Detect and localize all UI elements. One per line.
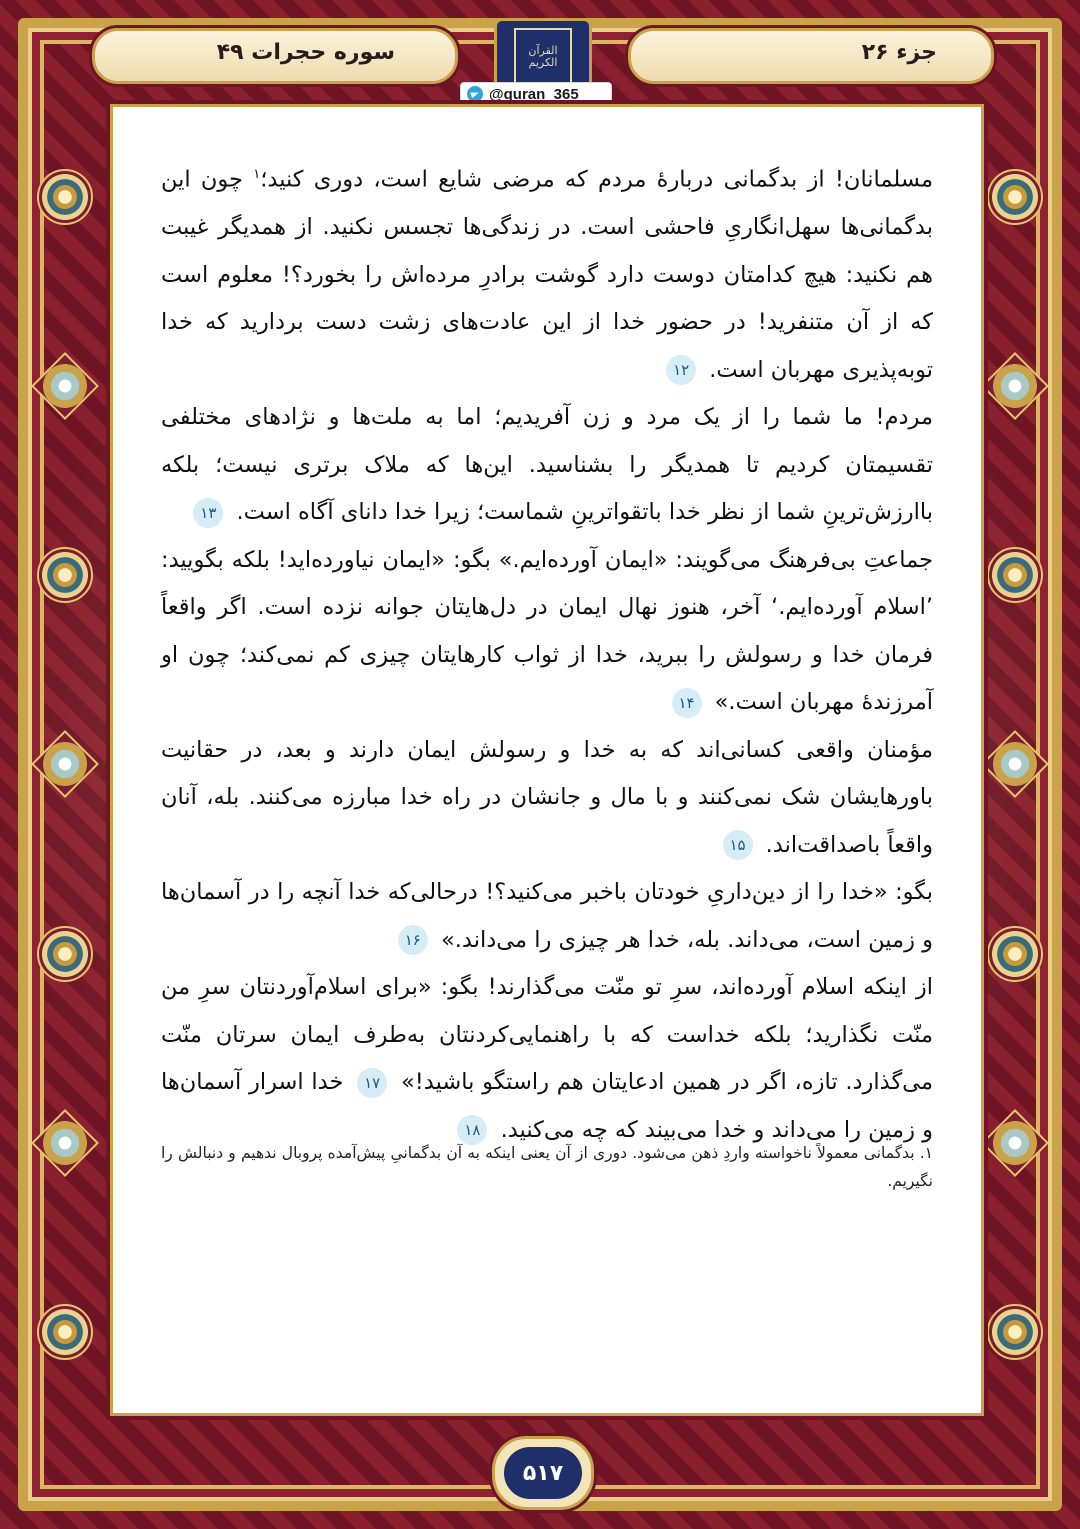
paragraph-text: مؤمنان واقعی کسانی‌اند که به خدا و رسولش ایمان دارند و بعد، در حقانیت باورهایشان شک نمی‌کنند و با مال و جانشان در راه خدا مبارزه می‌کنند. بله، آنان واقعاً باصداقت‌اند. — [161, 736, 933, 858]
paragraph-text: از اینکه اسلام آورده‌اند، سرِ تو منّت می‌گذارند! بگو: «برای اسلام‌آوردنتان سرِ من منّت نگذارید؛ بلکه خداست که با راهنمایی‌کردنتان به‌طرف ایمان سرتان منّت می‌گذارد. تازه، اگر در همین ادعایتان هم راستگو باشید!» — [161, 974, 933, 1095]
translation-text — [161, 151, 933, 1154]
diamond-ornament — [981, 731, 1049, 799]
medallion-ornament — [987, 547, 1043, 603]
medallion-ornament — [37, 547, 93, 603]
paragraph-text: مردم! ما شما را از یک مرد و زن آفریدیم؛ اما به ملت‌ها و نژادهای مختلفی تقسیمتان کردیم تا همدیگر را بشناسید. این‌ها که ملاک برتری نیست؛ بلکه باارزش‌ترینِ شما از نظر خدا باتقواترینِ شماست؛ زیرا خدا دانای آگاه است. — [161, 404, 933, 525]
diamond-ornament — [31, 1109, 99, 1177]
surah-cartouche — [92, 28, 458, 84]
diamond-ornament — [31, 731, 99, 799]
paragraph-3 — [161, 537, 933, 727]
medallion-ornament — [37, 1304, 93, 1360]
paragraph-text: جماعتِ بی‌فرهنگ می‌گویند: «ایمان آورده‌ایم.» بگو: «ایمان نیاورده‌اید! بلکه بگویید: ’اسلام آورده‌ایم.‘ آخر، هنوز نهال ایمان در دل‌هایتان جوانه نزده است. اگر واقعاً فرمان خدا و رسولش را ببرید، خدا از ثواب کارهایتان چیزی کم نمی‌کند؛ چون او آمرزندهٔ مهربان است.» — [161, 546, 933, 715]
channel-handle-text: @quran_365 — [489, 85, 579, 103]
paragraph-text: بگو: «خدا را از دین‌داریِ خودتان باخبر می‌کنید؟! درحالی‌که خدا آنچه را در آسمان‌ها و زمین است، می‌داند. بله، خدا هر چیزی را می‌داند.» — [161, 879, 933, 953]
juz-label: جزء ۲۶ — [861, 40, 937, 65]
footnote-mark: ۱ — [253, 167, 261, 182]
page-number-cartouche — [492, 1436, 594, 1510]
medallion-ornament — [987, 1304, 1043, 1360]
paragraph-text: چون این بدگمانی‌ها سهل‌انگاریِ فاحشی است. در زندگی‌ها تجسس نکنید. از همدیگر غیبت هم نکنید: هیچ کدامتان دوست دارد گوشت برادرِ مرده‌اش را بخورد؟! معلوم است که از آن متنفرید! در حضور خدا از این عادت‌های زشت دست بردارید که خدا توبه‌پذیری مهربان است. — [161, 166, 933, 383]
ayah-number-badge: ۱۸ — [457, 1115, 487, 1145]
diamond-ornament — [981, 352, 1049, 420]
paragraph-text: خدا اسرار آسمان‌ها و زمین را می‌داند و خدا می‌بیند که چه می‌کنید. — [161, 1069, 933, 1143]
medallion-ornament — [987, 926, 1043, 982]
surah-label: سوره حجرات ۴۹ — [216, 40, 395, 65]
footnote: ۱. بدگمانی معمولاً ناخواسته واردِ ذهن می‌شود. دوری از آن یعنی اینکه به آن بدگمانیِ پیش‌آمده پروبال ندهیم و دنبالش را نگیریم. — [161, 1144, 933, 1190]
paragraph-6 — [161, 964, 933, 1154]
ayah-number-badge: ۱۲ — [666, 355, 696, 385]
juz-cartouche — [628, 28, 994, 84]
left-border-ornaments — [30, 100, 100, 1429]
text-panel — [110, 104, 984, 1416]
medallion-ornament — [37, 926, 93, 982]
paragraph-text: مسلمانان! از بدگمانی دربارهٔ مردم که مرضی شایع است، دوری کنید؛ — [260, 166, 933, 193]
ayah-number-badge: ۱۳ — [193, 498, 223, 528]
paragraph-2 — [161, 394, 933, 537]
paragraph-1 — [161, 151, 933, 394]
paragraph-4 — [161, 727, 933, 870]
telegram-icon — [467, 86, 483, 102]
diamond-ornament — [31, 352, 99, 420]
ayah-number-badge: ۱۷ — [357, 1068, 387, 1098]
channel-handle[interactable] — [460, 82, 612, 106]
page-number: ۵۱۷ — [504, 1447, 582, 1499]
right-border-ornaments — [980, 100, 1050, 1429]
ayah-number-badge: ۱۴ — [672, 688, 702, 718]
ayah-number-badge: ۱۶ — [398, 925, 428, 955]
seal-calligraphy: القرآن الكريم — [514, 28, 572, 86]
page-header — [0, 14, 1080, 90]
medallion-ornament — [987, 169, 1043, 225]
paragraph-5 — [161, 869, 933, 964]
medallion-ornament — [37, 169, 93, 225]
diamond-ornament — [981, 1109, 1049, 1177]
ayah-number-badge: ۱۵ — [723, 830, 753, 860]
